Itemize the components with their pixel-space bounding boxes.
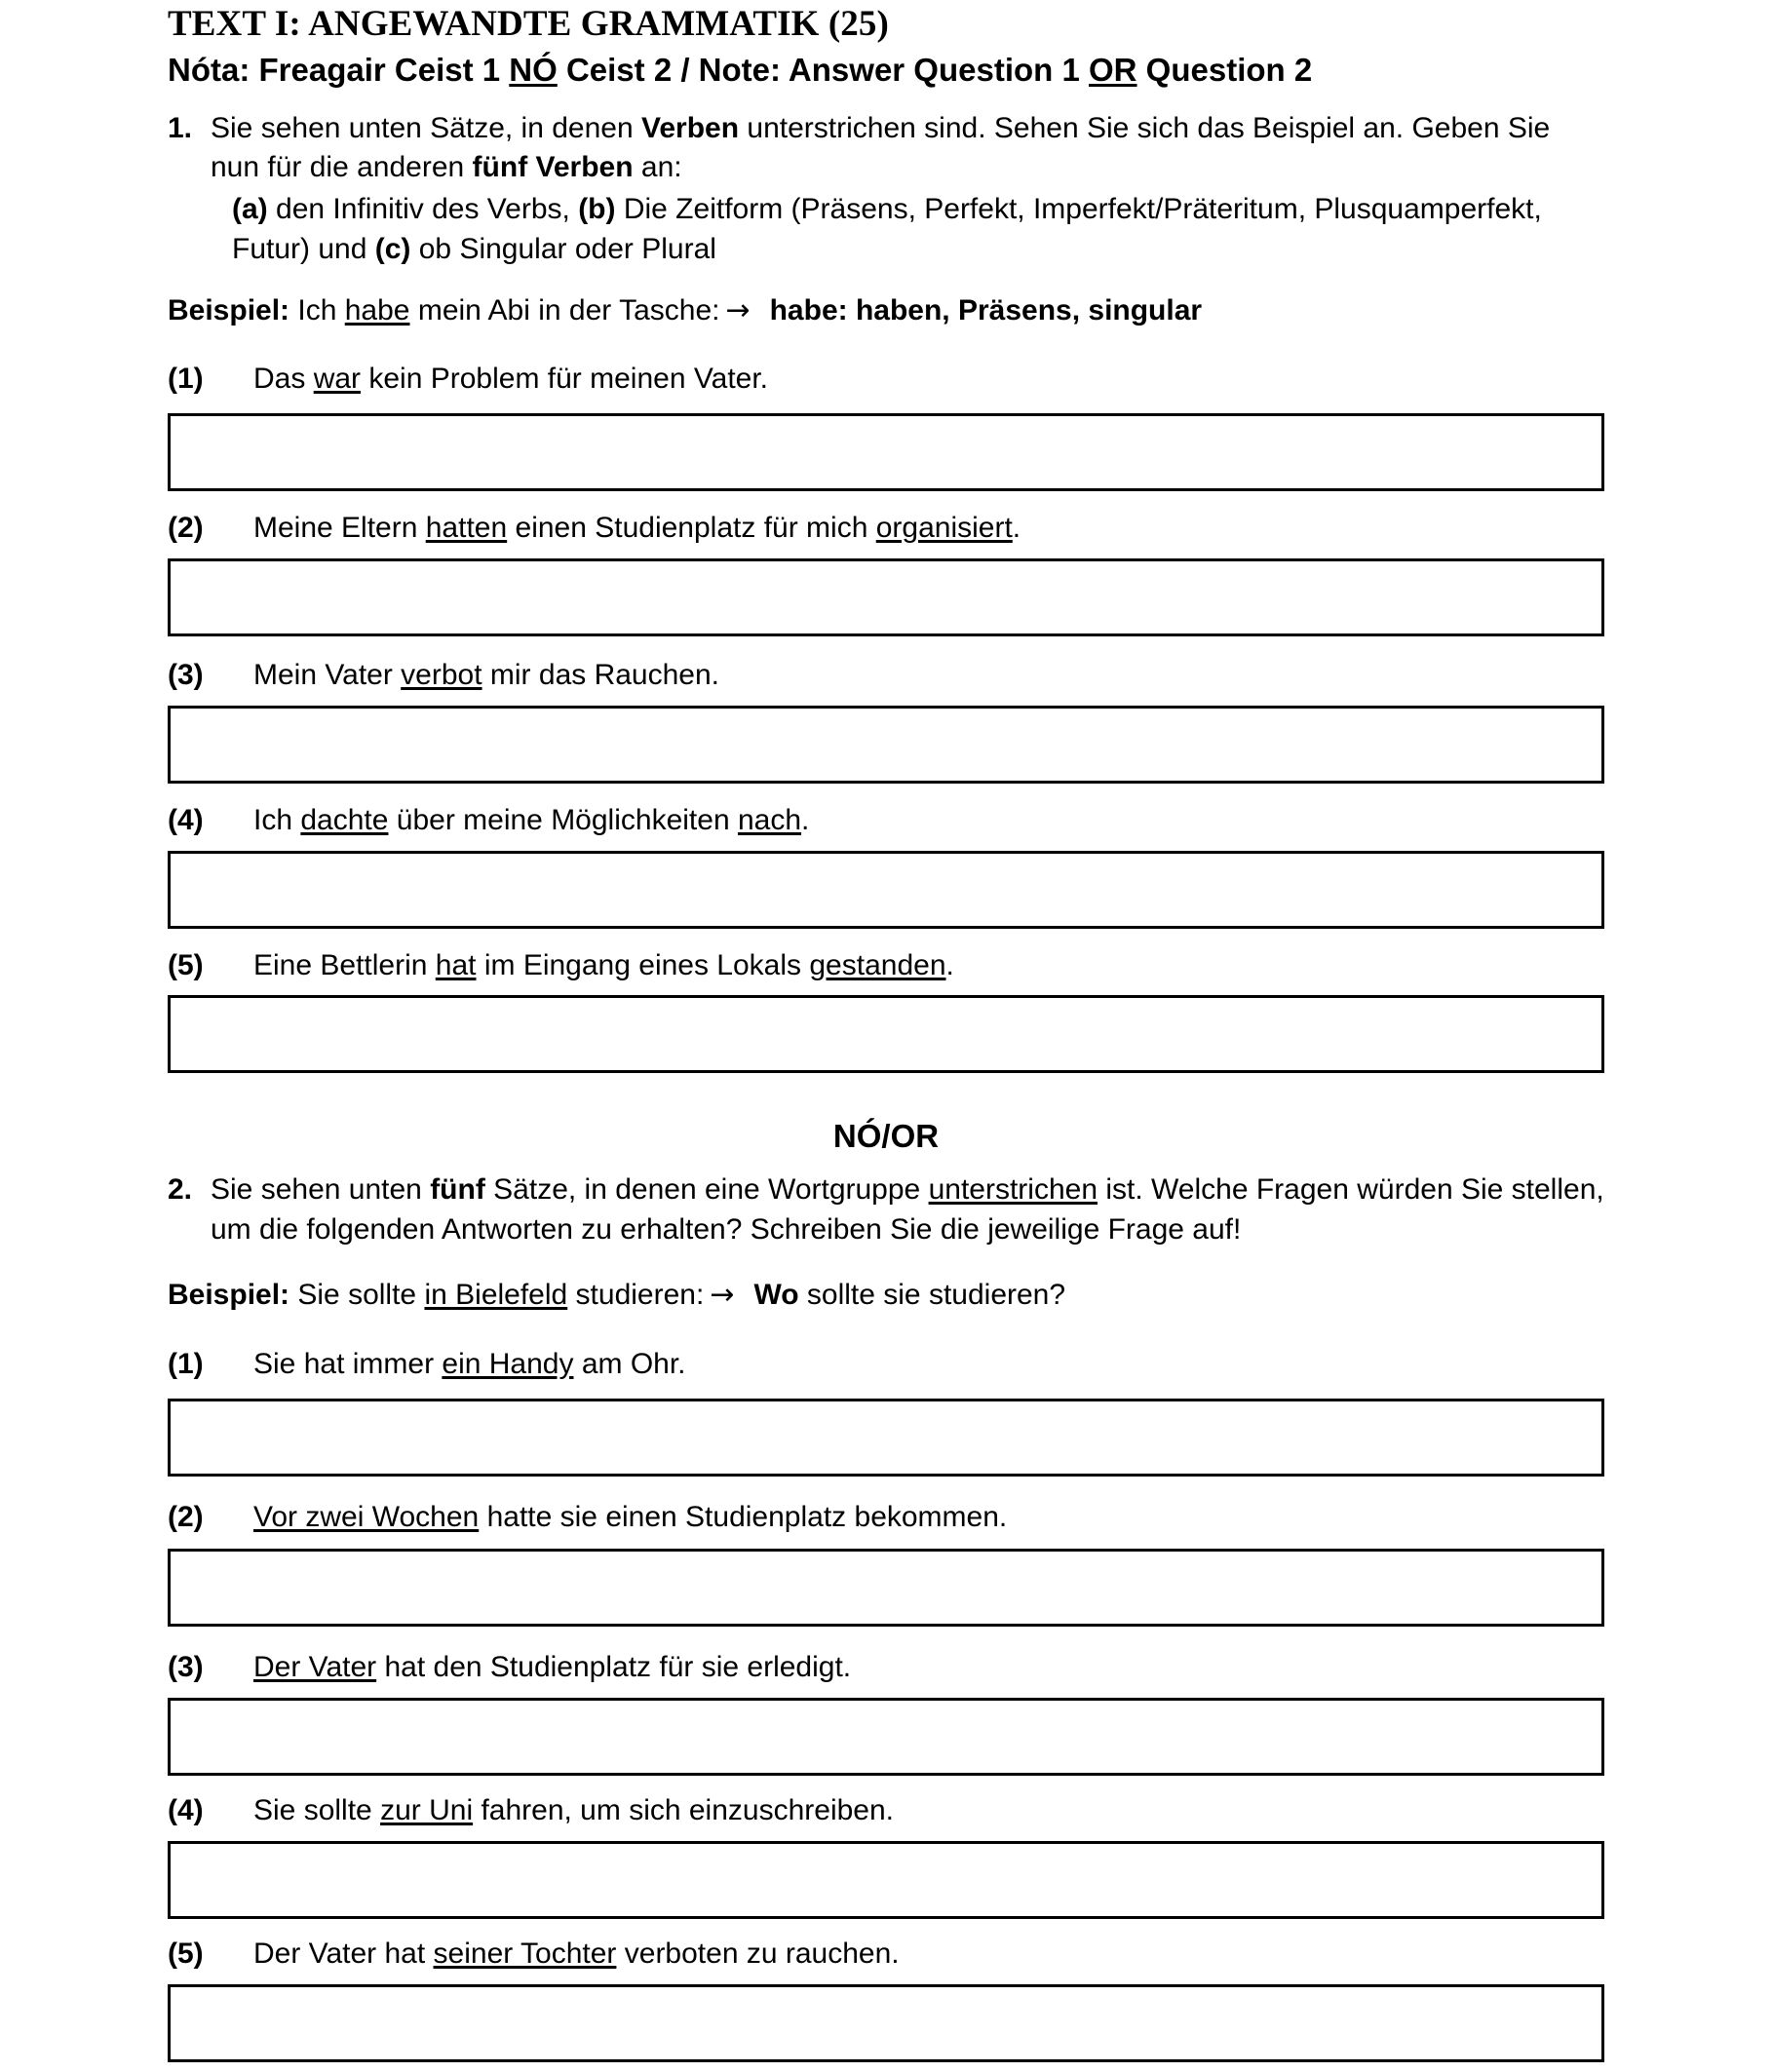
q2-example-answer-rest: sollte sie studieren? xyxy=(798,1279,1066,1312)
q2-intro-bold-fuenf: fünf xyxy=(430,1173,485,1207)
question-1-number: 1. xyxy=(168,111,193,144)
q2-sentence-3 xyxy=(168,1648,1604,1688)
q1-sentence-2-verb: hatten xyxy=(425,512,508,545)
q2-sentence-2-number: (2) xyxy=(168,1500,204,1533)
page-title: TEXT I: ANGEWANDTE GRAMMATIK (25) xyxy=(168,4,889,44)
question-1-example xyxy=(168,291,1604,331)
q2-answer-box-4[interactable] xyxy=(168,1841,1604,1919)
q2-example-underlined: in Bielefeld xyxy=(424,1279,568,1312)
q2-sentence-5 xyxy=(168,1935,1604,1975)
note-suffix: Question 2 xyxy=(1136,51,1313,88)
q2-answer-box-2[interactable] xyxy=(168,1549,1604,1627)
q2-sentence-4 xyxy=(168,1791,1604,1831)
note-or-word: OR xyxy=(1089,51,1137,88)
q2-intro-underlined: unterstrichen xyxy=(928,1173,1098,1207)
q1-sentence-3-number: (3) xyxy=(168,659,204,692)
q1-answer-box-1[interactable] xyxy=(168,413,1604,491)
q1-example-underlined: habe xyxy=(344,293,410,326)
question-1-intro xyxy=(168,109,1604,189)
q1-sentence-2 xyxy=(168,509,1604,549)
q1-example-label: Beispiel: xyxy=(168,293,290,326)
q2-sentence-3-group: Der Vater xyxy=(253,1651,377,1684)
q1-sentence-4-post: über meine Möglichkeiten xyxy=(388,803,738,836)
q1-sentence-4-verb: dachte xyxy=(300,803,389,836)
q1-answer-box-3[interactable] xyxy=(168,706,1604,784)
note-prefix: Nóta: Freagair Ceist 1 xyxy=(168,51,510,88)
q1-example-answer: habe: haben, Präsens, singular xyxy=(769,293,1203,326)
note-heading xyxy=(168,46,1604,90)
q1-sentence-5-post: im Eingang eines Lokals xyxy=(476,948,810,981)
q1-sentence-5-verb2: gestanden xyxy=(809,948,946,981)
q2-sentence-5-group: seiner Tochter xyxy=(433,1938,617,1971)
q1-sentence-1-post: kein Problem für meinen Vater. xyxy=(361,363,769,396)
q2-example-answer-bold: Wo xyxy=(753,1279,799,1312)
q2-sentence-2-group: Vor zwei Wochen xyxy=(253,1500,480,1533)
q1-sentence-1-pre: Das xyxy=(253,363,314,396)
q1-example-pre: Ich xyxy=(289,293,345,326)
q1-sentence-3-pre: Mein Vater xyxy=(253,659,402,692)
q2-intro-c: ist. Welche Fragen würden Sie stellen, um die folgenden Antworten zu erhalten? Schreiben Sie die jeweilige Frage auf! xyxy=(211,1173,1604,1247)
q2-answer-box-3[interactable] xyxy=(168,1698,1604,1776)
q1-sentence-2-pre: Meine Eltern xyxy=(253,512,426,545)
or-divider-heading: NÓ/OR xyxy=(832,1118,940,1155)
sub-text-b: Die Zeitform (Präsens, Perfekt, Imperfekt/Präteritum, Plusquamperfekt, Futur) und xyxy=(232,193,1542,265)
q1-intro-a: Sie sehen unten Sätze, in denen xyxy=(211,111,642,144)
q2-answer-box-5[interactable] xyxy=(168,1984,1604,2062)
q1-sentence-1 xyxy=(168,360,1604,400)
q2-sentence-4-post: fahren, um sich einzuschreiben. xyxy=(473,1794,895,1827)
q1-example-post: mein Abi in der Tasche: xyxy=(409,293,720,326)
q2-sentence-2-post: hatte sie einen Studienplatz bekommen. xyxy=(479,1500,1008,1533)
q1-intro-b: unterstrichen sind. Sehen Sie sich das Beispiel an. Geben Sie nun für die anderen xyxy=(211,111,1551,184)
q2-sentence-4-group: zur Uni xyxy=(380,1794,474,1827)
q2-example-post: studieren: xyxy=(567,1279,705,1312)
q1-sentence-3-post: mir das Rauchen. xyxy=(482,659,720,692)
q1-sentence-2-post2: . xyxy=(1012,512,1021,545)
q1-sentence-4-post2: . xyxy=(801,803,810,836)
question-1-subpoints xyxy=(168,190,1604,270)
q1-sentence-4 xyxy=(168,801,1604,841)
note-mid: Ceist 2 / Note: Answer Question 1 xyxy=(557,51,1090,88)
note-no-word: NÓ xyxy=(509,51,558,88)
q2-sentence-5-number: (5) xyxy=(168,1938,204,1971)
q2-sentence-1-pre: Sie hat immer xyxy=(253,1347,443,1380)
q1-answer-box-4[interactable] xyxy=(168,851,1604,929)
q1-sentence-5-post2: . xyxy=(945,948,954,981)
q1-sentence-3 xyxy=(168,656,1604,696)
q1-sentence-2-verb2: organisiert xyxy=(875,512,1013,545)
q1-intro-bold-verben: Verben xyxy=(641,111,740,144)
sub-text-a: den Infinitiv des Verbs, xyxy=(267,193,579,226)
q2-sentence-5-post: verboten zu rauchen. xyxy=(616,1938,900,1971)
q1-sentence-5-verb: hat xyxy=(435,948,477,981)
q1-sentence-3-verb: verbot xyxy=(401,659,482,692)
q1-sentence-5-pre: Eine Bettlerin xyxy=(253,948,436,981)
q1-intro-bold-fuenf-verben: fünf Verben xyxy=(472,151,634,184)
q1-sentence-2-number: (2) xyxy=(168,512,204,545)
q1-intro-c: an: xyxy=(633,151,682,184)
q2-intro-b: Sätze, in denen eine Wortgruppe xyxy=(484,1173,929,1207)
q1-sentence-5 xyxy=(168,946,1604,986)
q2-sentence-4-number: (4) xyxy=(168,1794,204,1827)
question-2-example xyxy=(168,1276,1604,1316)
q2-intro-a: Sie sehen unten xyxy=(211,1173,431,1207)
q1-answer-box-2[interactable] xyxy=(168,558,1604,636)
arrow-icon: → xyxy=(725,292,751,327)
arrow-icon-2: → xyxy=(710,1278,735,1313)
q2-answer-box-1[interactable] xyxy=(168,1399,1604,1477)
q2-sentence-5-pre: Der Vater hat xyxy=(253,1938,434,1971)
q2-example-label: Beispiel: xyxy=(168,1279,290,1312)
q2-sentence-3-number: (3) xyxy=(168,1651,204,1684)
q1-sentence-4-verb2: nach xyxy=(737,803,802,836)
q2-sentence-1-post: am Ohr. xyxy=(573,1347,686,1380)
q2-sentence-4-pre: Sie sollte xyxy=(253,1794,381,1827)
sub-label-b: (b) xyxy=(578,193,616,226)
q1-sentence-1-number: (1) xyxy=(168,363,204,396)
question-1-subpoints-text xyxy=(168,190,1604,270)
q2-sentence-1 xyxy=(168,1345,1604,1385)
question-2-intro xyxy=(168,1170,1604,1250)
q1-answer-box-5[interactable] xyxy=(168,995,1604,1073)
sub-label-c: (c) xyxy=(374,232,411,265)
q1-sentence-2-post: einen Studienplatz für mich xyxy=(507,512,876,545)
q1-sentence-1-verb: war xyxy=(313,363,362,396)
q2-sentence-2 xyxy=(168,1498,1604,1538)
q1-sentence-5-number: (5) xyxy=(168,948,204,981)
sub-text-c: ob Singular oder Plural xyxy=(410,232,716,265)
q2-sentence-1-group: ein Handy xyxy=(442,1347,574,1380)
q2-example-pre: Sie sollte xyxy=(289,1279,425,1312)
q1-sentence-4-number: (4) xyxy=(168,803,204,836)
q2-sentence-1-number: (1) xyxy=(168,1347,204,1380)
q1-sentence-4-pre: Ich xyxy=(253,803,301,836)
q2-sentence-3-post: hat den Studienplatz für sie erledigt. xyxy=(376,1651,852,1684)
sub-label-a: (a) xyxy=(232,193,268,226)
question-2-number: 2. xyxy=(168,1173,193,1207)
